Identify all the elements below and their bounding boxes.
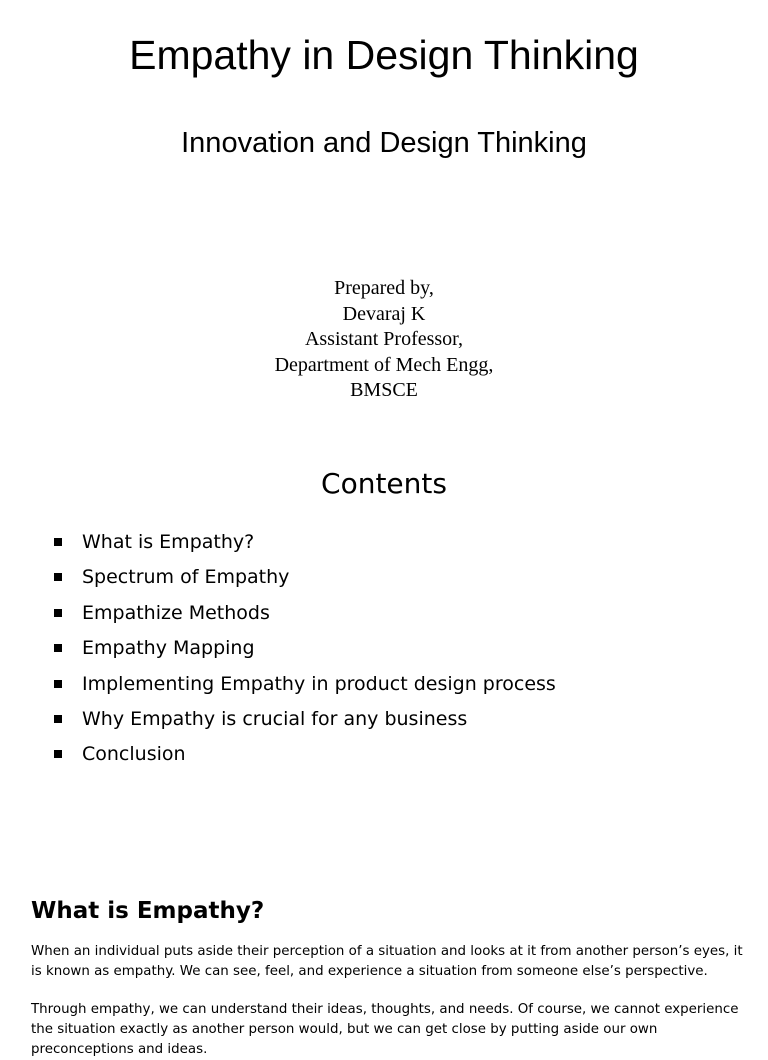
what-is-empathy-slide xyxy=(0,870,768,1057)
paragraph: When an individual puts aside their perception of a situation and looks at it from another person’s eyes, it is known as empathy. We can see, feel, and experience a situation from someone else’s perspective. xyxy=(31,944,743,979)
author-block xyxy=(0,276,768,404)
author-institution: BMSCE xyxy=(350,379,418,401)
square-bullet-icon xyxy=(54,609,62,617)
list-item: Empathy Mapping xyxy=(52,632,556,667)
square-bullet-icon xyxy=(54,644,62,652)
presentation-title: Empathy in Design Thinking xyxy=(129,32,639,78)
square-bullet-icon xyxy=(54,680,62,688)
list-item: Empathize Methods xyxy=(52,597,556,632)
paragraph: Through empathy, we can understand their ideas, thoughts, and needs. Of course, we cannot experience the situation exactly as another person would, but we can get close by putting aside our own preconceptions and ideas. xyxy=(31,1002,739,1057)
contents-list xyxy=(52,526,556,774)
square-bullet-icon xyxy=(54,538,62,546)
square-bullet-icon xyxy=(54,573,62,581)
list-item: Conclusion xyxy=(52,738,556,773)
list-item: What is Empathy? xyxy=(52,526,556,561)
section-heading: What is Empathy? xyxy=(31,898,265,924)
author-line: Prepared by, xyxy=(334,277,434,299)
list-item: Implementing Empathy in product design process xyxy=(52,668,556,703)
square-bullet-icon xyxy=(54,715,62,723)
list-item: Why Empathy is crucial for any business xyxy=(52,703,556,738)
author-designation: Assistant Professor, xyxy=(304,328,464,350)
square-bullet-icon xyxy=(54,750,62,758)
contents-slide xyxy=(0,430,768,870)
presentation-subtitle: Innovation and Design Thinking xyxy=(181,127,587,159)
list-item: Spectrum of Empathy xyxy=(52,561,556,596)
author-name: Devaraj K xyxy=(342,302,426,325)
title-slide xyxy=(0,0,768,430)
author-department: Department of Mech Engg, xyxy=(274,353,494,376)
contents-title: Contents xyxy=(321,467,447,500)
